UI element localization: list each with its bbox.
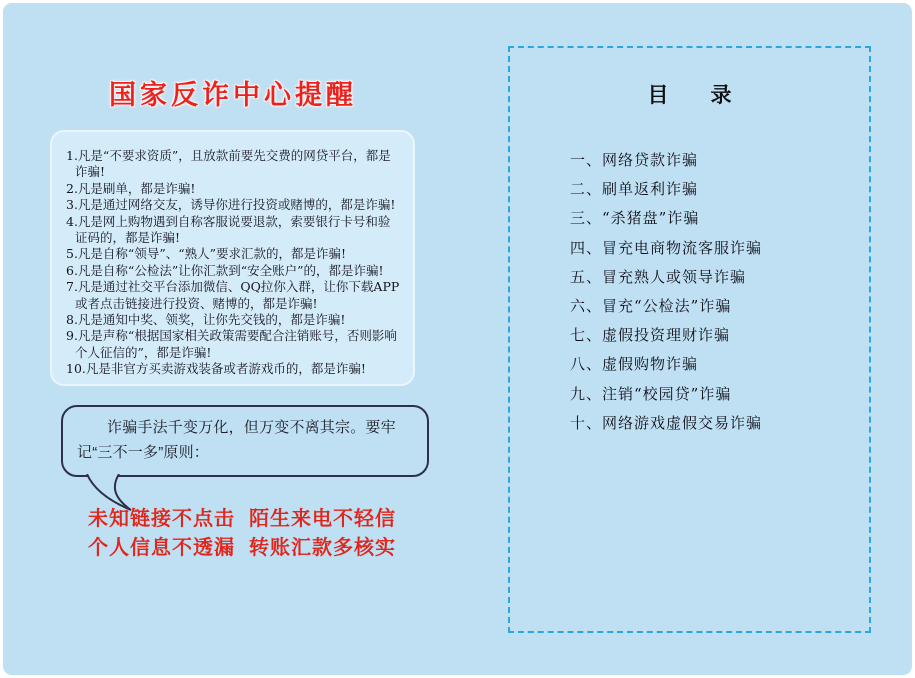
warning-item: 10.凡是非官方买卖游戏装备或者游戏币的，都是诈骗! xyxy=(66,361,366,377)
warning-item: 9.凡是声称“根据国家相关政策需要配合注销账号，否则影响个人征信的”，都是诈骗! xyxy=(66,328,397,360)
toc-item: 五、冒充熟人或领导诈骗 xyxy=(570,267,747,286)
warning-item: 5.凡是自称“领导”、“熟人”要求汇款的，都是诈骗! xyxy=(66,246,347,262)
toc-item: 七、虚假投资理财诈骗 xyxy=(570,326,731,345)
toc-title: 目 录 xyxy=(647,84,732,107)
warning-item: 2.凡是刷单，都是诈骗! xyxy=(66,180,196,196)
anti-fraud-title: 国家反诈中心提醒 xyxy=(109,80,357,111)
warning-item: 1.凡是“不要求资质”，且放款前要先交费的网贷平台，都是诈骗! xyxy=(66,148,391,180)
toc-item: 八、虚假购物诈骗 xyxy=(570,355,699,374)
warning-item: 4.凡是网上购物遇到自称客服说要退款，索要银行卡号和验证码的，都是诈骗! xyxy=(66,213,391,246)
slogan-grid xyxy=(88,507,396,560)
warning-item: 3.凡是通过网络交友，诱导你进行投资或赌博的，都是诈骗! xyxy=(66,197,396,213)
toc-item: 十、网络游戏虚假交易诈骗 xyxy=(570,413,763,432)
slogan-item: 转账汇款多核实 xyxy=(249,537,396,559)
toc-item: 六、冒充“公检法”诈骗 xyxy=(570,296,732,315)
toc-item: 二、刷单返利诈骗 xyxy=(570,180,699,199)
speech-bubble: 诈骗手法千变万化，但万变不离其宗。要牢记“三不一多”原则： xyxy=(61,405,429,477)
warning-item: 6.凡是自称“公检法”让你汇款到“安全账户”的，都是诈骗! xyxy=(66,262,384,278)
toc-item: 三、“杀猪盘”诈骗 xyxy=(570,209,700,228)
slogan-item: 陌生来电不轻信 xyxy=(249,508,396,530)
slogan-item: 个人信息不透漏 xyxy=(88,537,235,559)
warning-item: 7.凡是通过社交平台添加微信、QQ拉你入群，让你下载APP或者点击链接进行投资、赌博的，都是诈骗! xyxy=(66,279,400,311)
warning-item: 8.凡是通知中奖、领奖，让你先交钱的，都是诈骗! xyxy=(66,312,346,328)
warning-list-panel xyxy=(50,130,415,386)
toc-panel xyxy=(508,46,871,633)
toc-item: 一、网络贷款诈骗 xyxy=(570,151,699,169)
page-background xyxy=(3,3,912,675)
toc-item: 九、注销“校园贷”诈骗 xyxy=(570,384,732,403)
toc-list xyxy=(570,149,869,441)
slogan-item: 未知链接不点击 xyxy=(88,508,235,530)
toc-item: 四、冒充电商物流客服诈骗 xyxy=(570,238,763,257)
